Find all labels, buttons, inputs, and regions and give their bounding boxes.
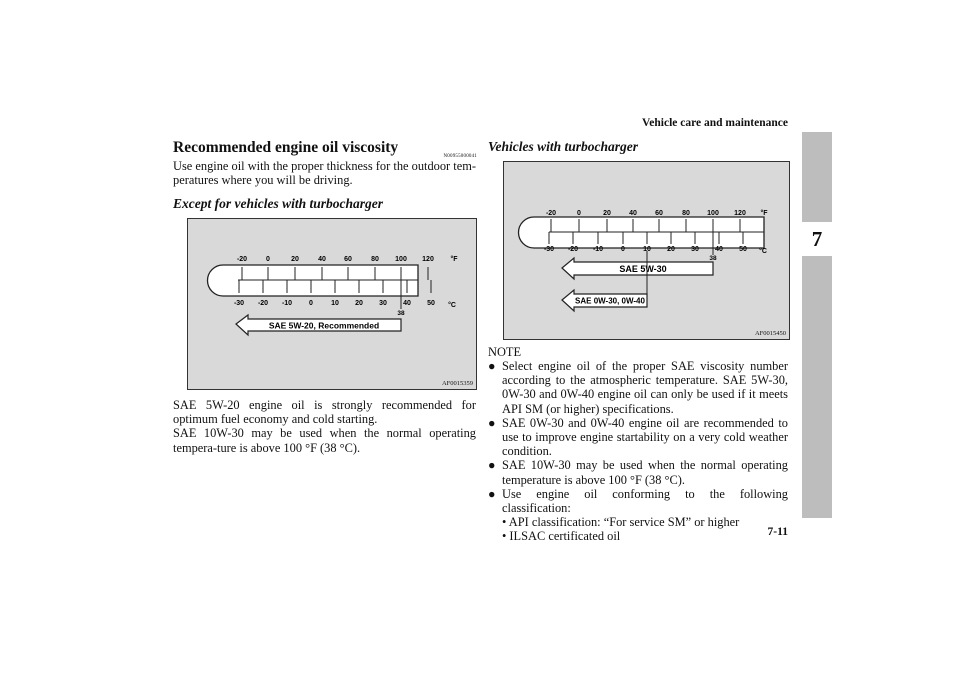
celsius-unit: °C — [759, 248, 767, 255]
c-tick-label: 40 — [715, 246, 723, 253]
c-tick-label: 50 — [739, 246, 747, 253]
f-tick-label: 100 — [707, 210, 719, 217]
note-item — [488, 458, 788, 486]
bullet-icon: ● — [488, 458, 496, 473]
body-text-block — [173, 398, 476, 455]
bullet-icon: ● — [488, 415, 496, 430]
c-tick-label: -20 — [567, 246, 579, 253]
f-tick-label: 100 — [395, 256, 407, 263]
c-tick-label: 10 — [331, 300, 339, 307]
f-tick-label: 20 — [603, 210, 611, 217]
page-title: Recommended engine oil viscosity — [173, 139, 399, 156]
note-label: NOTE — [488, 345, 522, 359]
f-tick-label: 40 — [318, 256, 326, 263]
marker-label: 38 — [709, 255, 717, 262]
paragraph: SAE 5W-20 engine oil is strongly recommended for optimum fuel economy and cold starting. — [173, 398, 476, 427]
figure-code: AF0015359 — [441, 380, 473, 387]
fahrenheit-unit: °F — [450, 256, 458, 263]
f-tick-label: 20 — [291, 256, 299, 263]
bullet-icon: ● — [488, 359, 496, 373]
c-tick-label: 20 — [667, 246, 675, 253]
section-tab — [802, 132, 832, 518]
figure-code: AF0015450 — [754, 330, 786, 337]
subheading-turbo: Vehicles with turbocharger — [488, 139, 639, 154]
c-tick-label: 50 — [427, 300, 435, 307]
running-header: Vehicle care and maintenance — [642, 117, 788, 129]
c-tick-label: -30 — [233, 300, 245, 307]
f-tick-label: 80 — [371, 256, 379, 263]
c-tick-label: -30 — [543, 246, 555, 253]
f-tick-label: 40 — [629, 210, 637, 217]
note-item — [488, 416, 788, 459]
f-tick-label: -20 — [236, 256, 248, 263]
thermometer-figure — [504, 162, 789, 339]
thermometer-figure — [188, 219, 476, 389]
fahrenheit-scale — [546, 209, 768, 217]
subheading-non-turbo: Except for vehicles with turbocharger — [173, 196, 383, 211]
f-tick-label: 80 — [682, 210, 690, 217]
note-text: SAE 0W-30 and 0W-40 engine oil are recommended to use to improve engine startability on a very cold weather condition. — [502, 415, 788, 459]
note-item — [488, 359, 788, 416]
f-tick-label: 60 — [344, 256, 352, 263]
viscosity-chart-non-turbo — [187, 218, 477, 390]
intro-paragraph: Use engine oil with the proper thickness for the outdoor tem-peratures where you will be driving. — [173, 159, 476, 188]
celsius-unit: °C — [448, 302, 456, 309]
c-tick-label: -20 — [257, 300, 269, 307]
f-tick-label: -20 — [545, 210, 557, 217]
f-tick-label: 120 — [734, 210, 746, 217]
c-tick-label: 30 — [379, 300, 387, 307]
viscosity-chart-turbo — [503, 161, 790, 340]
range-arrow-label: SAE 5W-30 — [619, 264, 667, 274]
range-arrow-label: SAE 5W-20, Recommended — [268, 320, 380, 331]
marker-label: 38 — [397, 310, 405, 317]
f-tick-label: 0 — [577, 210, 581, 217]
page-number: 7-11 — [767, 526, 788, 538]
note-text: Use engine oil conforming to the following classification: — [502, 486, 788, 516]
f-tick-label: 0 — [266, 256, 270, 263]
c-tick-label: 10 — [643, 246, 651, 253]
paragraph: SAE 10W-30 may be used when the normal operating tempera-ture is above 100 °F (38 °C). — [173, 426, 476, 455]
note-sub-item: • API classification: “For service SM” or higher — [502, 515, 740, 530]
c-tick-label: 0 — [621, 246, 625, 253]
c-tick-label: 20 — [355, 300, 363, 307]
note-sub-item: • ILSAC certificated oil — [502, 529, 621, 544]
f-tick-label: 60 — [655, 210, 663, 217]
range-arrow-label: SAE 0W-30, 0W-40 — [575, 296, 645, 306]
note-text: Select engine oil of the proper SAE viscosity number according to the atmospheric temperature. SAE 5W-30, 0W-30 and 0W-40 engine oil can only be used if it meets API SM (or higher) specifications. — [502, 359, 788, 416]
celsius-scale — [234, 300, 456, 309]
f-tick-label: 120 — [422, 256, 434, 263]
fahrenheit-scale — [237, 255, 458, 263]
c-tick-label: -10 — [281, 300, 293, 307]
note-list — [488, 359, 788, 544]
fahrenheit-unit: °F — [760, 210, 768, 217]
c-tick-label: -10 — [592, 246, 604, 253]
doc-code: N00955000041 — [443, 154, 477, 159]
c-tick-label: 30 — [691, 246, 699, 253]
section-tab-number: 7 — [802, 222, 832, 256]
c-tick-label: 40 — [403, 300, 411, 307]
c-tick-label: 0 — [309, 300, 313, 307]
note-text: SAE 10W-30 may be used when the normal operating temperature is above 100 °F (38 °C). — [502, 458, 788, 487]
bullet-icon: ● — [488, 486, 496, 501]
